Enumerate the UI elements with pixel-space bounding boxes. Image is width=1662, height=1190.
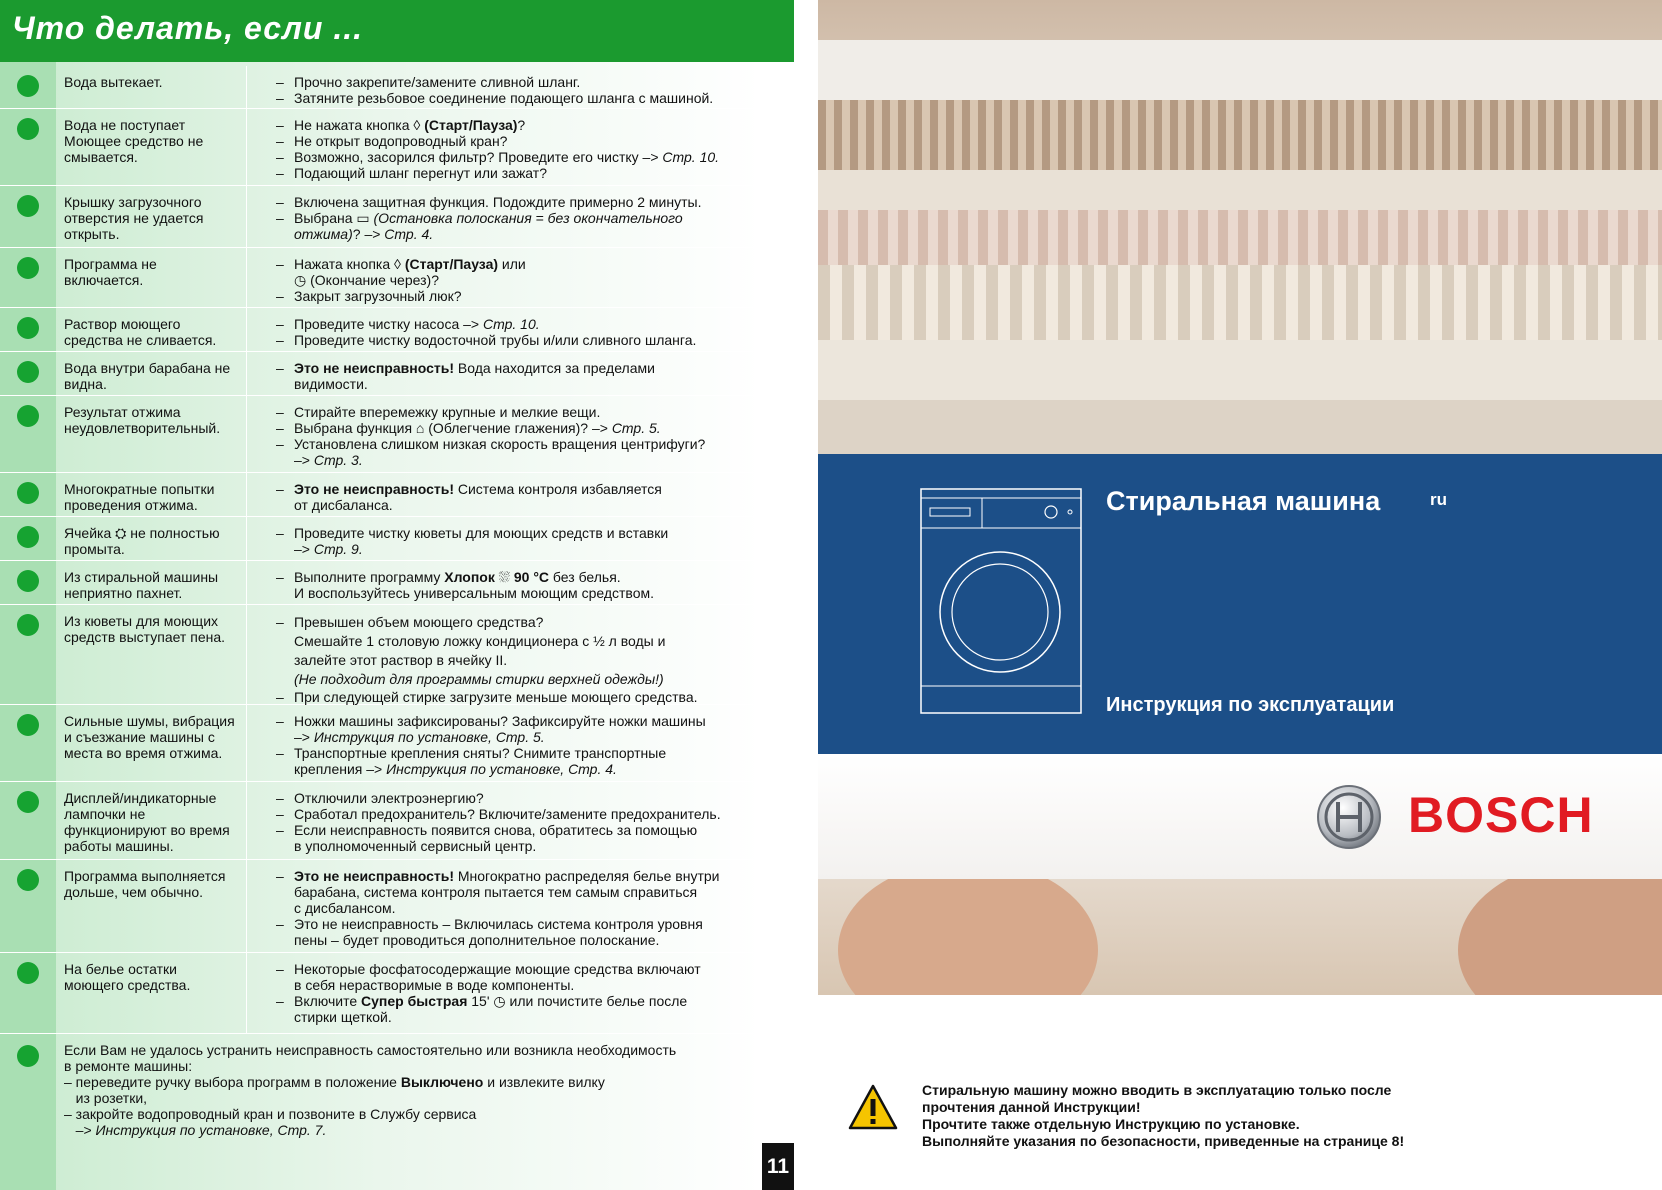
remedy-line — [276, 1009, 786, 1025]
table-row — [0, 396, 795, 473]
text-run: – переведите ручку выбора программ в положение — [64, 1074, 401, 1090]
service-note-line — [64, 1106, 784, 1122]
text-run: Это не неисправность! — [294, 360, 458, 376]
text-run: И воспользуйтесь универсальным моющим средством. — [294, 585, 655, 601]
problem-text — [64, 194, 254, 242]
troubleshooting-table — [0, 66, 795, 1034]
text-run: Стр. 4. — [384, 226, 434, 242]
service-note-line — [64, 1090, 784, 1106]
remedy-line — [276, 961, 786, 977]
text-run: Сработал предохранитель? Включите/замените предохранитель. — [294, 806, 721, 822]
remedy-line — [276, 256, 786, 272]
remedy-list — [276, 74, 786, 106]
problem-line: Многократные попытки — [64, 481, 215, 497]
remedy-line — [276, 525, 786, 541]
remedy-line — [276, 884, 786, 900]
remedy-line — [276, 632, 786, 651]
remedy-line — [276, 613, 786, 632]
text-run: Стр. 5. — [611, 420, 661, 436]
remedy-line — [276, 316, 786, 332]
bullet-icon — [17, 361, 39, 383]
bullet-icon — [17, 1045, 39, 1067]
problem-line: места во время отжима. — [64, 745, 223, 761]
warning-line: Выполняйте указания по безопасности, приведенные на странице 8! — [922, 1133, 1405, 1149]
remedy-line — [276, 149, 786, 165]
brand-name: BOSCH — [1408, 787, 1594, 843]
text-run: Если неисправность появится снова, обратитесь за помощью — [294, 822, 698, 838]
bullet-icon — [17, 791, 39, 813]
text-run: пены – будет проводиться дополнительное полоскание. — [294, 932, 660, 948]
bullet-icon — [17, 405, 39, 427]
problem-text — [64, 713, 254, 761]
remedy-line — [276, 585, 786, 601]
text-run: Смешайте 1 столовую ложку кондиционера с ½ л воды и — [294, 633, 666, 649]
table-row — [0, 605, 795, 705]
text-run: Выбрана ▭ — [294, 210, 374, 226]
text-run: Включена защитная функция. Подождите примерно 2 минуты. — [294, 194, 702, 210]
remedy-line — [276, 272, 786, 288]
warning-triangle-icon — [848, 1084, 898, 1130]
remedy-line — [276, 790, 786, 806]
remedy-line — [276, 761, 786, 777]
bullet-icon — [17, 195, 39, 217]
text-run: в ремонте машины: — [64, 1058, 193, 1074]
text-run: Хлопок — [444, 569, 495, 585]
bullet-icon — [17, 869, 39, 891]
table-row — [0, 109, 795, 186]
text-run: крепления –> — [294, 761, 387, 777]
table-row — [0, 66, 795, 109]
text-run: отжима) — [294, 226, 353, 242]
problem-line: открыть. — [64, 226, 120, 242]
text-run: барабана, система контроля пытается тем самым справиться — [294, 884, 698, 900]
text-run: ? — [517, 117, 526, 133]
bullet-icon — [17, 317, 39, 339]
table-row — [0, 308, 795, 352]
remedy-line — [276, 133, 786, 149]
problem-line: Программа не — [64, 256, 157, 272]
page-number: 11 — [762, 1143, 794, 1190]
text-run: –> — [64, 1122, 96, 1138]
text-run: Инструкция по установке, Стр. 7. — [95, 1122, 327, 1138]
remedy-line — [276, 452, 786, 468]
bullet-icon — [17, 962, 39, 984]
remedy-line — [276, 569, 786, 585]
problem-text — [64, 569, 254, 601]
text-run: Инструкция по установке, Стр. 5. — [313, 729, 545, 745]
remedy-list — [276, 316, 786, 348]
service-note-line — [64, 1074, 784, 1090]
problem-line: Сильные шумы, вибрация — [64, 713, 235, 729]
text-run: (Старт/Пауза) — [424, 117, 518, 133]
text-run: Система контроля избавляется — [457, 481, 662, 497]
remedy-line — [276, 868, 786, 884]
bullet-icon — [17, 118, 39, 140]
text-run: Нажата кнопка ◊ — [294, 256, 405, 272]
table-row — [0, 248, 795, 308]
text-run: –> — [294, 541, 314, 557]
remedy-line — [276, 806, 786, 822]
problem-text — [64, 316, 254, 348]
text-run: Выключено — [400, 1074, 484, 1090]
remedy-line — [276, 977, 786, 993]
problem-text — [64, 613, 254, 645]
remedy-list — [276, 525, 786, 557]
text-run: Стр. 10. — [483, 316, 540, 332]
text-run: Вода находится за пределами — [457, 360, 655, 376]
remedy-list — [276, 790, 786, 854]
problem-line: лампочки не — [64, 806, 146, 822]
remedy-line — [276, 481, 786, 497]
remedy-list — [276, 481, 786, 513]
problem-line: функционируют во время — [64, 822, 230, 838]
problem-line: Дисплей/индикаторные — [64, 790, 217, 806]
table-row — [0, 473, 795, 517]
service-note-line — [64, 1058, 784, 1074]
remedy-line — [276, 288, 786, 304]
problem-text — [64, 404, 254, 436]
problem-line: включается. — [64, 272, 144, 288]
table-row — [0, 953, 795, 1034]
bosch-armature-logo-icon — [1316, 784, 1382, 850]
remedy-line — [276, 745, 786, 761]
text-run: Многократно распределяя белье внутри — [457, 868, 720, 884]
problem-line: Вода вытекает. — [64, 74, 163, 90]
warning-line: Стиральную машину можно вводить в эксплуатацию только после — [922, 1082, 1392, 1098]
text-run: ⛆ — [494, 569, 514, 585]
text-run: из розетки, — [64, 1090, 148, 1106]
remedy-line — [276, 226, 786, 242]
language-code: ru — [1430, 490, 1447, 509]
problem-line: На белье остатки — [64, 961, 177, 977]
remedy-line — [276, 117, 786, 133]
text-run: в уполномоченный сервисный центр. — [294, 838, 537, 854]
problem-text — [64, 74, 254, 90]
problem-line: средства не сливается. — [64, 332, 217, 348]
remedy-line — [276, 713, 786, 729]
service-note-line — [64, 1122, 784, 1138]
problem-line: Моющее средство не — [64, 133, 204, 149]
problem-line: неудовлетворительный. — [64, 420, 221, 436]
problem-line: смывается. — [64, 149, 138, 165]
service-note-line — [64, 1042, 784, 1058]
text-run: Выбрана функция ⌂ (Облегчение глажения)? –> — [294, 420, 612, 436]
text-run: Инструкция по установке, Стр. 4. — [386, 761, 617, 777]
text-run: Отключили электроэнергию? — [294, 790, 484, 806]
remedy-line — [276, 376, 786, 392]
text-run: и извлеките вилку — [483, 1074, 605, 1090]
problem-line: Вода внутри барабана не — [64, 360, 231, 376]
washing-machine-icon — [920, 488, 1082, 714]
bullet-icon — [17, 75, 39, 97]
problem-line: Из стиральной машины — [64, 569, 219, 585]
remedy-line — [276, 436, 786, 452]
bullet-icon — [17, 714, 39, 736]
hand-right — [1458, 860, 1662, 995]
text-run: видимости. — [294, 376, 368, 392]
remedy-list — [276, 569, 786, 601]
problem-text — [64, 360, 254, 392]
remedy-line — [276, 404, 786, 420]
problem-text — [64, 868, 254, 900]
troubleshooting-page — [0, 0, 795, 1190]
problem-text — [64, 790, 254, 854]
text-run: ? –> — [352, 226, 385, 242]
text-run: Закрыт загрузочный люк? — [294, 288, 462, 304]
table-row — [0, 860, 795, 953]
text-run: Это не неисправность! — [294, 481, 458, 497]
text-run: Это не неисправность – Включилась система контроля уровня — [294, 916, 703, 932]
remedy-line — [276, 651, 786, 670]
text-run: Выполните программу — [294, 569, 445, 585]
table-row — [0, 186, 795, 248]
title-bar — [0, 0, 794, 62]
problem-line: неприятно пахнет. — [64, 585, 183, 601]
text-run: в себя нерастворимые в воде компоненты. — [294, 977, 575, 993]
service-note — [64, 1042, 784, 1138]
problem-line: промыта. — [64, 541, 125, 557]
text-run: залейте этот раствор в ячейку II. — [294, 652, 508, 668]
remedy-list — [276, 961, 786, 1025]
problem-line: Вода не поступает — [64, 117, 186, 133]
text-run: Ножки машины зафиксированы? Зафиксируйте ножки машины — [294, 713, 706, 729]
text-run: Проведите чистку водосточной трубы и/или сливного шланга. — [294, 332, 697, 348]
remedy-line — [276, 90, 786, 106]
remedy-line — [276, 670, 786, 689]
problem-line: проведения отжима. — [64, 497, 198, 513]
text-run: Стирайте вперемежку крупные и мелкие вещи. — [294, 404, 601, 420]
problem-text — [64, 481, 254, 513]
warning-line: прочтения данной Инструкции! — [922, 1099, 1141, 1115]
remedy-line — [276, 822, 786, 838]
table-row — [0, 782, 795, 860]
text-run: Не нажата кнопка ◊ — [294, 117, 425, 133]
text-run: стирки щеткой. — [294, 1009, 392, 1025]
problem-line: средств выступает пена. — [64, 629, 226, 645]
text-run: 90 °C — [513, 569, 550, 585]
remedy-list — [276, 868, 786, 948]
bullet-icon — [17, 614, 39, 636]
bullet-icon — [17, 570, 39, 592]
remedy-line — [276, 916, 786, 932]
text-run: с дисбалансом. — [294, 900, 396, 916]
text-run: Проведите чистку насоса –> — [294, 316, 483, 332]
problem-line: видна. — [64, 376, 107, 392]
text-run: (Остановка полоскания = без окончательного — [373, 210, 683, 226]
text-run: (Старт/Пауза) — [404, 256, 499, 272]
problem-text — [64, 117, 254, 165]
text-run: без белья. — [549, 569, 621, 585]
text-run: Включите — [294, 993, 362, 1009]
problem-line: моющего средства. — [64, 977, 191, 993]
remedy-line — [276, 689, 786, 705]
problem-line: работы машины. — [64, 838, 174, 854]
remedy-line — [276, 932, 786, 948]
remedy-list — [276, 713, 786, 777]
table-row — [0, 517, 795, 561]
problem-line: и съезжание машины с — [64, 729, 215, 745]
text-run: или — [498, 256, 526, 272]
remedy-line — [276, 194, 786, 210]
remedy-list — [276, 404, 786, 468]
table-row — [0, 561, 795, 605]
hand-left — [838, 860, 1098, 995]
text-run: Супер быстрая — [361, 993, 468, 1009]
remedy-list — [276, 256, 786, 304]
text-run: Проведите чистку кюветы для моющих средств и вставки — [294, 525, 669, 541]
product-title: Стиральная машина — [1106, 486, 1381, 516]
remedy-line — [276, 497, 786, 513]
text-run: –> — [294, 729, 314, 745]
text-run: Прочно закрепите/замените сливной шланг. — [294, 74, 581, 90]
problem-line: Из кюветы для моющих — [64, 613, 219, 629]
safety-warning — [922, 1082, 1642, 1150]
remedy-line — [276, 420, 786, 436]
problem-line: Крышку загрузочного — [64, 194, 202, 210]
problem-text — [64, 525, 254, 557]
text-run: При следующей стирке загрузите меньше моющего средства. — [294, 689, 698, 705]
text-run: – закройте водопроводный кран и позвоните в Службу сервиса — [64, 1106, 477, 1122]
problem-line: Программа выполняется — [64, 868, 226, 884]
bullet-icon — [17, 526, 39, 548]
bullet-icon — [17, 482, 39, 504]
table-row — [0, 352, 795, 396]
remedy-line — [276, 165, 786, 181]
text-run: Возможно, засорился фильтр? Проведите его чистку –> — [294, 149, 663, 165]
remedy-line — [276, 74, 786, 90]
text-run: Если Вам не удалось устранить неисправность самостоятельно или возникла необходимость — [64, 1042, 677, 1058]
remedy-line — [276, 541, 786, 557]
text-run: Установлена слишком низкая скорость вращения центрифуги? — [294, 436, 706, 452]
bullet-icon — [17, 257, 39, 279]
text-run: Подающий шланг перегнут или зажат? — [294, 165, 547, 181]
problem-line: отверстия не удается — [64, 210, 204, 226]
table-row — [0, 705, 795, 782]
text-run: ◷ (Окончание через)? — [294, 272, 439, 288]
text-run: Стр. 3. — [313, 452, 363, 468]
remedy-line — [276, 210, 786, 226]
problem-line: Раствор моющего — [64, 316, 181, 332]
product-subtitle: Инструкция по эксплуатации — [1106, 694, 1395, 716]
remedy-line — [276, 838, 786, 854]
problem-line: Ячейка ⛭ не полностью — [64, 525, 220, 541]
problem-text — [64, 961, 254, 993]
remedy-line — [276, 900, 786, 916]
problem-line: Результат отжима — [64, 404, 181, 420]
remedy-list — [276, 117, 786, 181]
text-run: –> — [294, 452, 314, 468]
text-run: от дисбаланса. — [294, 497, 393, 513]
problem-line: дольше, чем обычно. — [64, 884, 204, 900]
page-title: Что делать, если ... — [12, 10, 364, 46]
remedy-list — [276, 613, 786, 705]
remedy-list — [276, 194, 786, 242]
remedy-line — [276, 360, 786, 376]
warning-line: Прочтите также отдельную Инструкцию по установке. — [922, 1116, 1300, 1132]
remedy-line — [276, 729, 786, 745]
text-run: Стр. 9. — [313, 541, 363, 557]
remedy-line — [276, 332, 786, 348]
text-run: Не открыт водопроводный кран? — [294, 133, 508, 149]
text-run: (Не подходит для программы стирки верхней одежды!) — [294, 671, 664, 687]
text-run: Некоторые фосфатосодержащие моющие средства включают — [294, 961, 701, 977]
text-run: Транспортные крепления сняты? Снимите транспортные — [294, 745, 667, 761]
text-run: Это не неисправность! — [294, 868, 458, 884]
remedy-line — [276, 993, 786, 1009]
text-run: 15' ◷ или почистите белье после — [467, 993, 688, 1009]
problem-text — [64, 256, 254, 288]
text-run: Стр. 10. — [662, 149, 720, 165]
text-run: Затяните резьбовое соединение подающего шланга с машиной. — [294, 90, 714, 106]
text-run: Превышен объем моющего средства? — [294, 614, 544, 630]
remedy-list — [276, 360, 786, 392]
